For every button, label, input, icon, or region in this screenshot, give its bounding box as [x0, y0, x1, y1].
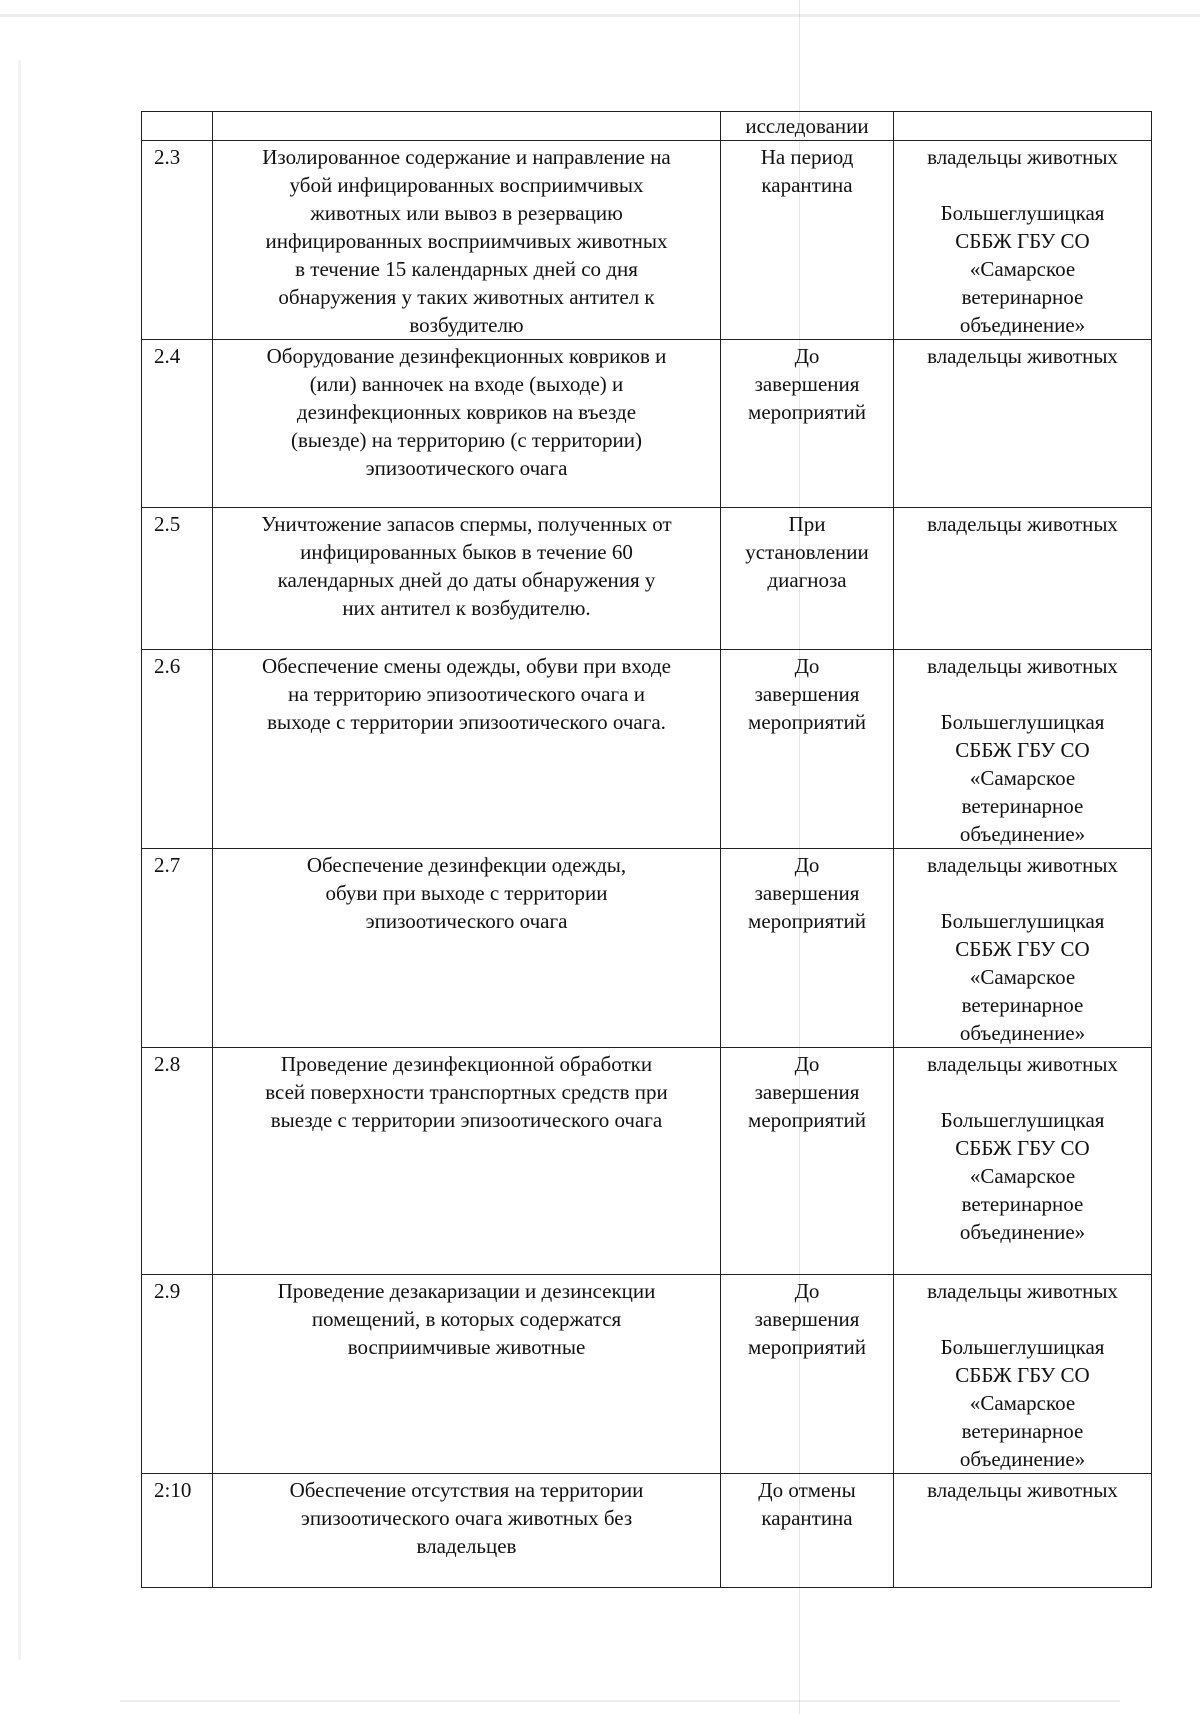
row-number: 2.4 [142, 340, 213, 508]
responsible-primary: владельцы животных [927, 1052, 1118, 1076]
measure-text-line: них антител к возбудителю. [342, 596, 591, 620]
responsible-organization-line: СББЖ ГБУ СО [955, 937, 1090, 961]
responsible-organization-line: ветеринарное [961, 285, 1084, 309]
table-row [142, 508, 1152, 650]
row-number: 2.8 [142, 1048, 213, 1275]
responsible-primary: владельцы животных [927, 1478, 1118, 1502]
term-cell [721, 849, 894, 1048]
term-text-line: До отмены [758, 1478, 856, 1502]
responsible-cell [894, 141, 1152, 340]
measure-text-line: возбудителю [409, 313, 524, 337]
term-text-line: До [794, 654, 820, 678]
responsible-organization-line: СББЖ ГБУ СО [955, 738, 1090, 762]
measure-text-line: восприимчивые животные [347, 1335, 586, 1359]
responsible-spacer [896, 879, 1149, 907]
responsible-cell [894, 1474, 1152, 1588]
scan-noise-top [0, 14, 1200, 17]
measure-text-line: в течение 15 календарных дней со дня [295, 257, 638, 281]
measure-text-line: обнаружения у таких животных антител к [278, 285, 655, 309]
measure-text-line: Проведение дезинфекционной обработки [280, 1052, 653, 1076]
term-cell: исследовании [721, 112, 894, 141]
term-text-line: завершения [754, 682, 860, 706]
responsible-organization-line: Большеглушицкая [940, 1108, 1105, 1132]
responsible-organization-line: ветеринарное [961, 1419, 1084, 1443]
scan-noise-bottom [120, 1700, 1120, 1702]
responsible-organization-line: объединение» [959, 822, 1086, 846]
table-row [142, 1474, 1152, 1588]
table-row [142, 849, 1152, 1048]
term-text-line: диагноза [767, 568, 847, 592]
measure-text-line: календарных дней до даты обнаружения у [277, 568, 656, 592]
measure-cell [213, 141, 721, 340]
responsible-cell [894, 112, 1152, 141]
table-row [142, 141, 1152, 340]
table-row [142, 1275, 1152, 1474]
measure-cell [213, 849, 721, 1048]
responsible-primary: владельцы животных [927, 853, 1118, 877]
responsible-organization-line: Большеглушицкая [940, 201, 1105, 225]
responsible-organization-line: Большеглушицкая [940, 710, 1105, 734]
responsible-organization-line: Большеглушицкая [940, 1335, 1105, 1359]
responsible-organization-line: объединение» [959, 1021, 1086, 1045]
responsible-cell [894, 1275, 1152, 1474]
measure-text-line: Проведение дезакаризации и дезинсекции [277, 1279, 656, 1303]
responsible-organization-line: «Самарское [969, 1164, 1076, 1188]
measures-table [141, 111, 1152, 1588]
measure-text-line: выходе с территории эпизоотического очага. [267, 710, 666, 734]
responsible-organization-line: Большеглушицкая [940, 909, 1105, 933]
measure-text-line: дезинфекционных ковриков на въезде [296, 400, 637, 424]
row-number: 2.3 [142, 141, 213, 340]
measure-cell [213, 340, 721, 508]
measure-cell [213, 1275, 721, 1474]
responsible-organization-line: СББЖ ГБУ СО [955, 1363, 1090, 1387]
term-text-line: До [794, 344, 820, 368]
scan-noise-left-edge [18, 60, 21, 1660]
term-cell [721, 508, 894, 650]
measure-cell [213, 650, 721, 849]
term-cell [721, 1048, 894, 1275]
term-text-line: мероприятий [748, 400, 866, 424]
responsible-cell [894, 1048, 1152, 1275]
term-text-line: карантина [761, 1506, 853, 1530]
responsible-organization-line: ветеринарное [961, 993, 1084, 1017]
responsible-organization-line: СББЖ ГБУ СО [955, 1136, 1090, 1160]
measure-text-line: животных или вывоз в резервацию [310, 201, 623, 225]
table-row [142, 1048, 1152, 1275]
measure-text-line: обуви при выходе с территории [325, 881, 608, 905]
responsible-cell [894, 340, 1152, 508]
term-cell [721, 1275, 894, 1474]
measure-text-line: помещений, в которых содержатся [311, 1307, 622, 1331]
row-number: 2.5 [142, 508, 213, 650]
measure-text-line: владельцев [416, 1534, 517, 1558]
responsible-primary: владельцы животных [927, 654, 1118, 678]
measure-text-line: Обеспечение смены одежды, обуви при входе [262, 654, 671, 678]
table-row [142, 340, 1152, 508]
measure-cell [213, 508, 721, 650]
row-number: 2.7 [142, 849, 213, 1048]
measure-text-line: всей поверхности транспортных средств при [265, 1080, 668, 1104]
responsible-spacer [896, 1305, 1149, 1333]
measure-text-line: Обеспечение отсутствия на территории [289, 1478, 644, 1502]
responsible-organization-line: «Самарское [969, 1391, 1076, 1415]
responsible-cell [894, 508, 1152, 650]
measure-text-line: Изолированное содержание и направление на [262, 145, 671, 169]
row-number: 2:10 [142, 1474, 213, 1588]
term-cell [721, 340, 894, 508]
responsible-primary: владельцы животных [927, 1279, 1118, 1303]
term-text-line: На период [760, 145, 854, 169]
term-text-line: До [794, 1052, 820, 1076]
responsible-organization-line: ветеринарное [961, 794, 1084, 818]
term-text-line: мероприятий [748, 1335, 866, 1359]
responsible-cell [894, 849, 1152, 1048]
term-cell [721, 1474, 894, 1588]
responsible-primary: владельцы животных [927, 344, 1118, 368]
responsible-organization-line: ветеринарное [961, 1192, 1084, 1216]
responsible-cell [894, 650, 1152, 849]
term-text-line: завершения [754, 881, 860, 905]
measure-text-line: Уничтожение запасов спермы, полученных от [261, 512, 672, 536]
responsible-organization-line: «Самарское [969, 965, 1076, 989]
responsible-organization-line: объединение» [959, 1447, 1086, 1471]
term-text-line: установлении [745, 540, 869, 564]
measure-text-line: эпизоотического очага [365, 456, 568, 480]
table-row [142, 650, 1152, 849]
measure-text-line: эпизоотического очага животных без [300, 1506, 633, 1530]
measure-cell [213, 1048, 721, 1275]
measure-text-line: на территорию эпизоотического очага и [288, 682, 645, 706]
term-text-line: До [794, 853, 820, 877]
term-text-line: завершения [754, 1307, 860, 1331]
term-text-line: До [794, 1279, 820, 1303]
responsible-organization-line: СББЖ ГБУ СО [955, 229, 1090, 253]
responsible-spacer [896, 1078, 1149, 1106]
term-text-line: При [788, 512, 826, 536]
term-text-line: завершения [754, 1080, 860, 1104]
measure-text-line: Оборудование дезинфекционных ковриков и [266, 344, 667, 368]
measure-cell [213, 1474, 721, 1588]
measure-text-line: (или) ванночек на входе (выходе) и [309, 372, 624, 396]
term-text-line: мероприятий [748, 909, 866, 933]
measure-text-line: выезде с территории эпизоотического очага [270, 1108, 663, 1132]
responsible-organization-line: объединение» [959, 313, 1086, 337]
measure-text-line: инфицированных восприимчивых животных [265, 229, 668, 253]
row-number: 2.6 [142, 650, 213, 849]
responsible-organization-line: «Самарское [969, 257, 1076, 281]
responsible-organization-line: объединение» [959, 1220, 1086, 1244]
responsible-spacer [896, 680, 1149, 708]
responsible-primary: владельцы животных [927, 512, 1118, 536]
term-text-line: мероприятий [748, 1108, 866, 1132]
term-text-line: мероприятий [748, 710, 866, 734]
measure-text-line: эпизоотического очага [365, 909, 568, 933]
measure-text-line: (выезде) на территорию (с территории) [290, 428, 643, 452]
row-number [142, 112, 213, 141]
measure-text-line: убой инфицированных восприимчивых [289, 173, 644, 197]
term-text-line: карантина [761, 173, 853, 197]
measure-text-line: Обеспечение дезинфекции одежды, [306, 853, 627, 877]
term-text-line: завершения [754, 372, 860, 396]
responsible-primary: владельцы животных [927, 145, 1118, 169]
responsible-organization-line: «Самарское [969, 766, 1076, 790]
measure-cell [213, 112, 721, 141]
measure-text-line: инфицированных быков в течение 60 [300, 540, 633, 564]
responsible-spacer [896, 171, 1149, 199]
term-cell [721, 141, 894, 340]
table-row-carry-over [142, 112, 1152, 141]
term-cell [721, 650, 894, 849]
row-number: 2.9 [142, 1275, 213, 1474]
